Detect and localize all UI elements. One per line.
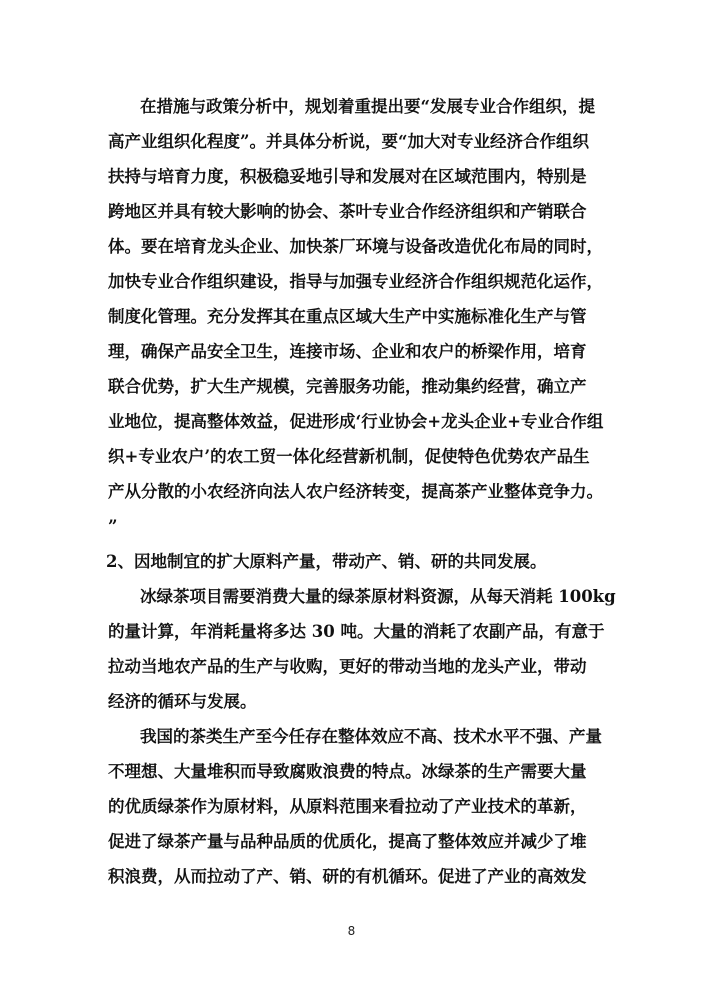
paragraph-1-line-10: 业地位，提高整体效益，促进形成‘行业协会+龙头企业+专业合作组 bbox=[108, 412, 604, 431]
paragraph-1-line-4: 跨地区并具有较大影响的协会、茶叶专业合作经济组织和产销联合 bbox=[108, 202, 587, 221]
paragraph-2-line-2: 的量计算，年消耗量将多达 30 吨。大量的消耗了农副产品，有意于 bbox=[108, 622, 605, 641]
paragraph-1-line-1: 在措施与政策分析中，规划着重提出要“发展专业合作组织，提 bbox=[140, 97, 595, 116]
paragraph-1-line-2: 高产业组织化程度”。并具体分析说，要“加大对专业经济合作组织 bbox=[108, 132, 589, 151]
paragraph-1-line-9: 联合优势，扩大生产规模，完善服务功能，推动集约经营，确立产 bbox=[108, 377, 587, 396]
paragraph-1-line-3: 扶持与培育力度，积极稳妥地引导和发展对在区域范围内，特别是 bbox=[108, 167, 587, 186]
paragraph-3-line-2: 不理想、大量堆积而导致腐败浪费的特点。冰绿茶的生产需要大量 bbox=[108, 762, 587, 781]
section-heading-2: 2、因地制宜的扩大原料产量，带动产、销、研的共同发展。 bbox=[106, 552, 547, 571]
paragraph-1-line-7: 制度化管理。充分发挥其在重点区域大生产中实施标准化生产与管 bbox=[108, 307, 587, 326]
paragraph-3-line-1: 我国的茶类生产至今任存在整体效应不高、技术水平不强、产量 bbox=[140, 727, 602, 746]
paragraph-1-line-13: ” bbox=[108, 517, 118, 536]
paragraph-1-line-6: 加快专业合作组织建设，指导与加强专业经济合作组织规范化运作， bbox=[108, 272, 603, 291]
paragraph-3-line-5: 积浪费，从而拉动了产、销、研的有机循环。促进了产业的高效发 bbox=[108, 867, 587, 886]
paragraph-1-line-5: 体。要在培育龙头企业、加快茶厂环境与设备改造优化布局的同时， bbox=[108, 237, 603, 256]
paragraph-3-line-4: 促进了绿茶产量与品种品质的优质化，提高了整体效应并减少了堆 bbox=[108, 832, 587, 851]
paragraph-3-line-3: 的优质绿茶作为原材料，从原料范围来看拉动了产业技术的革新， bbox=[108, 797, 587, 816]
page-number: 8 bbox=[347, 924, 356, 938]
paragraph-1-line-11: 织+专业农户’的农工贸一体化经营新机制，促使特色优势农产品生 bbox=[108, 447, 590, 466]
paragraph-2-line-1: 冰绿茶项目需要消费大量的绿茶原材料资源，从每天消耗 100kg bbox=[140, 587, 616, 606]
paragraph-2-line-3: 拉动当地农产品的生产与收购，更好的带动当地的龙头产业，带动 bbox=[108, 657, 587, 676]
paragraph-1-line-12: 产从分散的小农经济向法人农户经济转变，提高茶产业整体竞争力。 bbox=[108, 482, 603, 501]
paragraph-2-line-4: 经济的循环与发展。 bbox=[108, 692, 257, 711]
paragraph-1-line-8: 理，确保产品安全卫生，连接市场、企业和农户的桥梁作用，培育 bbox=[108, 342, 587, 361]
